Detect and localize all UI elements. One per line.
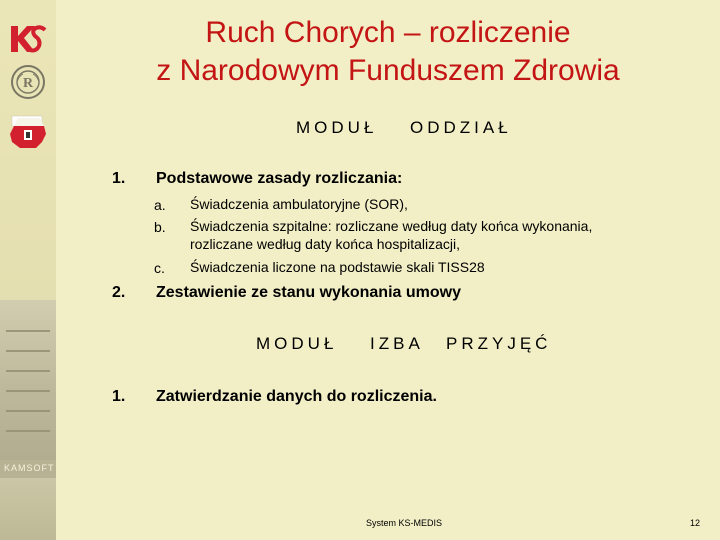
subitem-c-text: Świadczenia liczone na podstawie skali TISS28 — [190, 259, 485, 275]
list1-item1-number: 1. — [112, 170, 126, 187]
slide-title — [56, 14, 720, 90]
page-number: 12 — [690, 518, 701, 528]
title-line-1: Ruch Chorych – rozliczenie — [205, 16, 571, 49]
section1-word1: MODUŁ — [296, 118, 378, 137]
list1-item1-heading: Podstawowe zasady rozliczania: — [156, 170, 403, 187]
building-photo — [0, 300, 56, 470]
sidebar-lower-photo — [0, 478, 56, 540]
footer-text: System KS-MEDIS — [366, 518, 443, 528]
seal-letter: R — [22, 76, 34, 91]
section2-word3: PRZYJĘĆ — [446, 334, 552, 353]
subitem-c-letter: c. — [154, 260, 165, 276]
subitem-b-letter: b. — [154, 219, 166, 235]
subitem-b-text: Świadczenia szpitalne: rozliczane według daty końca wykonania, — [190, 218, 593, 234]
subitem-a-text: Świadczenia ambulatoryjne (SOR), — [190, 196, 408, 212]
brand-band — [0, 460, 56, 478]
list2-item1-heading: Zatwierdzanie danych do rozliczenia. — [156, 388, 437, 405]
section2-word1: MODUŁ — [256, 334, 338, 353]
subitem-b-text-line2: rozliczane według daty końca hospitalizacji, — [190, 236, 461, 252]
title-line-2: z Narodowym Funduszem Zdrowia — [156, 54, 620, 87]
section1-word2: ODDZIAŁ — [410, 118, 512, 137]
subitem-a-letter: a. — [154, 197, 166, 213]
certification-seal-icon — [10, 64, 46, 100]
sidebar — [0, 0, 56, 540]
poland-map-flag-icon — [6, 114, 50, 150]
list2-item1-number: 1. — [112, 388, 126, 405]
brand-band-text: KAMSOFT — [4, 463, 55, 473]
section2-word2: IZBA — [370, 334, 424, 353]
list1-item2-heading: Zestawienie ze stanu wykonania umowy — [156, 284, 461, 301]
list1-item2-number: 2. — [112, 284, 126, 301]
ks-logo-icon — [8, 22, 48, 56]
